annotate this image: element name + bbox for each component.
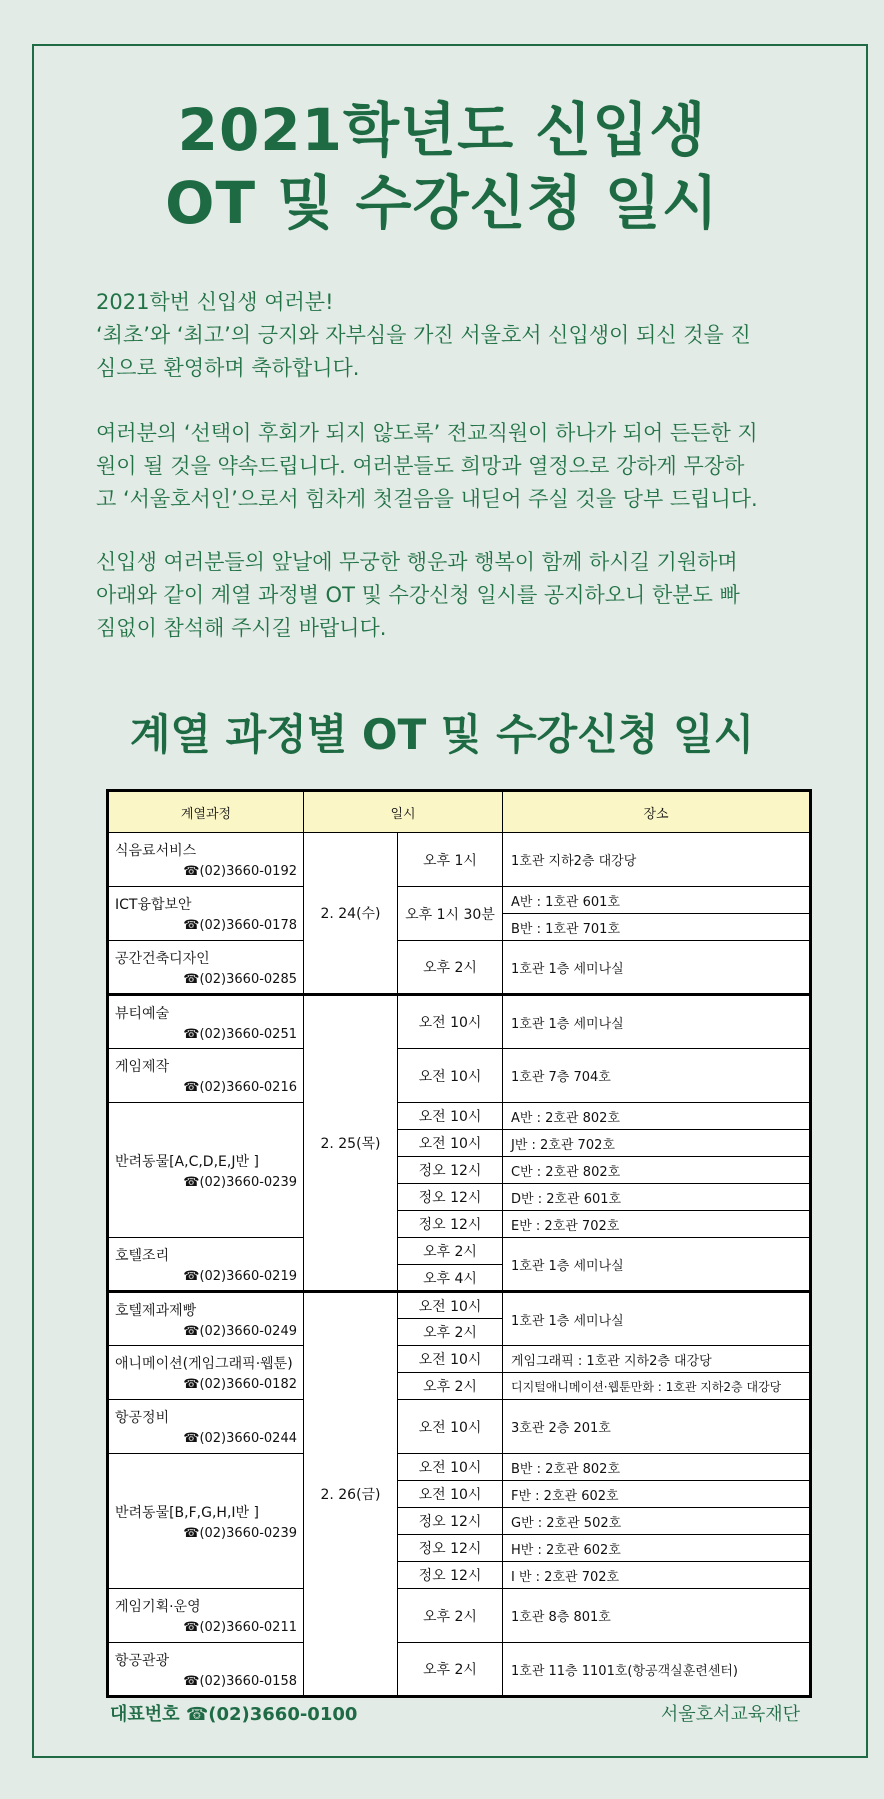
table-row xyxy=(108,1049,811,1103)
table-row xyxy=(108,1292,811,1319)
dept-phone: ☎(02)3660-0192 xyxy=(183,864,297,879)
intro-paragraph-3 xyxy=(96,546,816,645)
time-cell: 오후 2시 xyxy=(398,1238,503,1265)
dept-phone: ☎(02)3660-0219 xyxy=(183,1268,297,1284)
time-cell: 오후 2시 xyxy=(398,1373,503,1400)
time-cell: 오전 10시 xyxy=(398,1292,503,1319)
dept-name: ICT융합보안 xyxy=(115,897,192,913)
table-row xyxy=(108,833,811,887)
dept-cell xyxy=(108,887,304,941)
table-row xyxy=(108,1454,811,1481)
header-dept: 계열과정 xyxy=(108,791,304,833)
dept-phone: ☎(02)3660-0182 xyxy=(183,1377,297,1392)
intro-line: 여러분의 ‘선택이 후회가 되지 않도록’ 전교직원이 하나가 되어 든든한 지 xyxy=(96,421,758,445)
time-cell: 오전 10시 xyxy=(398,1130,503,1157)
intro-line: 원이 될 것을 약속드립니다. 여러분들도 희망과 열정으로 강하게 무장하 xyxy=(96,454,745,478)
page-title-line1: 2021학년도 신입생 xyxy=(177,96,707,164)
place-cell: 1호관 지하2층 대강당 xyxy=(503,833,811,887)
time-cell: 오전 10시 xyxy=(398,995,503,1049)
place-cell: 1호관 8층 801호 xyxy=(503,1589,811,1643)
header-datetime: 일시 xyxy=(304,791,503,833)
dept-name: 애니메이션(게임그래픽·웹툰) xyxy=(115,1356,293,1372)
time-cell: 오전 10시 xyxy=(398,1481,503,1508)
dept-name: 반려동물[A,C,D,E,J반 ] xyxy=(115,1153,259,1170)
schedule-table xyxy=(106,789,812,1698)
table-row xyxy=(108,995,811,1049)
place-cell: 1호관 1층 세미나실 xyxy=(503,1238,811,1292)
time-cell: 오후 2시 xyxy=(398,1643,503,1697)
intro-line: 짐없이 참석해 주시길 바랍니다. xyxy=(96,616,387,640)
table-row xyxy=(108,1643,811,1697)
time-cell: 정오 12시 xyxy=(398,1157,503,1184)
dept-name: 게임기획·운영 xyxy=(115,1599,201,1615)
place-cell: A반 : 1호관 601호 xyxy=(503,887,811,914)
place-cell: C반 : 2호관 802호 xyxy=(503,1157,811,1184)
date-cell: 2. 24(수) xyxy=(304,833,398,995)
dept-name: 식음료서비스 xyxy=(115,843,197,859)
intro-line: 고 ‘서울호서인’으로서 힘차게 첫걸음을 내딛어 주실 것을 당부 드립니다. xyxy=(96,487,758,511)
intro-line: ‘최초’와 ‘최고’의 긍지와 자부심을 가진 서울호서 신입생이 되신 것을 진 xyxy=(96,323,751,347)
dept-phone: ☎(02)3660-0211 xyxy=(183,1620,297,1635)
time-cell: 오후 2시 xyxy=(398,1589,503,1643)
date-cell: 2. 25(목) xyxy=(304,995,398,1292)
place-cell: J반 : 2호관 702호 xyxy=(503,1130,811,1157)
place-cell: 디지털애니메이션·웹툰만화 : 1호관 지하2층 대강당 xyxy=(503,1373,811,1400)
dept-cell xyxy=(108,941,304,995)
dept-cell xyxy=(108,1454,304,1589)
dept-phone: ☎(02)3660-0285 xyxy=(183,971,297,987)
intro-line: 심으로 환영하며 축하합니다. xyxy=(96,356,360,380)
table-row xyxy=(108,887,811,914)
intro-paragraph-2 xyxy=(96,417,816,516)
dept-cell xyxy=(108,1589,304,1643)
time-cell: 오후 2시 xyxy=(398,1319,503,1346)
dept-phone: ☎(02)3660-0244 xyxy=(183,1431,297,1446)
dept-name: 항공관광 xyxy=(115,1652,170,1669)
dept-phone: ☎(02)3660-0249 xyxy=(183,1323,297,1339)
dept-cell xyxy=(108,1346,304,1400)
time-cell: 오후 1시 30분 xyxy=(398,887,503,941)
dept-cell xyxy=(108,1292,304,1346)
place-cell: 1호관 11층 1101호(항공객실훈련센터) xyxy=(503,1643,811,1697)
time-cell: 오전 10시 xyxy=(398,1454,503,1481)
table-header-row xyxy=(108,791,811,833)
place-cell: 게임그래픽 : 1호관 지하2층 대강당 xyxy=(503,1346,811,1373)
table-row xyxy=(108,941,811,995)
dept-phone: ☎(02)3660-0178 xyxy=(183,918,297,933)
place-cell: B반 : 1호관 701호 xyxy=(503,914,811,941)
table-row xyxy=(108,1238,811,1265)
dept-phone: ☎(02)3660-0239 xyxy=(183,1525,297,1541)
time-cell: 정오 12시 xyxy=(398,1211,503,1238)
place-cell: D반 : 2호관 601호 xyxy=(503,1184,811,1211)
organization-name: 서울호서교육재단 xyxy=(660,1704,800,1725)
dept-phone: ☎(02)3660-0239 xyxy=(183,1174,297,1190)
table-row xyxy=(108,1589,811,1643)
place-cell: A반 : 2호관 802호 xyxy=(503,1103,811,1130)
table-row xyxy=(108,1400,811,1454)
time-cell: 정오 12시 xyxy=(398,1508,503,1535)
time-cell: 오후 1시 xyxy=(398,833,503,887)
time-cell: 정오 12시 xyxy=(398,1562,503,1589)
dept-cell xyxy=(108,1103,304,1238)
place-cell: 1호관 1층 세미나실 xyxy=(503,1292,811,1346)
place-cell: 1호관 7층 704호 xyxy=(503,1049,811,1103)
place-cell: 3호관 2층 201호 xyxy=(503,1400,811,1454)
dept-cell xyxy=(108,995,304,1049)
table-row xyxy=(108,1346,811,1373)
time-cell: 오후 4시 xyxy=(398,1265,503,1292)
time-cell: 오전 10시 xyxy=(398,1400,503,1454)
time-cell: 정오 12시 xyxy=(398,1535,503,1562)
place-cell: G반 : 2호관 502호 xyxy=(503,1508,811,1535)
dept-name: 반려동물[B,F,G,H,I반 ] xyxy=(115,1504,259,1521)
intro-paragraph-1 xyxy=(96,286,816,385)
dept-phone: ☎(02)3660-0158 xyxy=(183,1673,297,1689)
dept-name: 호텔조리 xyxy=(115,1247,170,1264)
dept-cell xyxy=(108,1643,304,1697)
dept-name: 공간건축디자인 xyxy=(115,950,210,967)
place-cell: I 반 : 2호관 702호 xyxy=(503,1562,811,1589)
dept-cell xyxy=(108,1238,304,1292)
header-place: 장소 xyxy=(503,791,811,833)
place-cell: 1호관 1층 세미나실 xyxy=(503,995,811,1049)
dept-cell xyxy=(108,1400,304,1454)
representative-phone: 대표번호 ☎(02)3660-0100 xyxy=(110,1704,358,1725)
dept-cell xyxy=(108,1049,304,1103)
intro-line: 아래와 같이 계열 과정별 OT 및 수강신청 일시를 공지하오니 한분도 빠 xyxy=(96,583,740,607)
dept-name: 게임제작 xyxy=(115,1059,170,1075)
schedule-subtitle: 계열 과정별 OT 및 수강신청 일시 xyxy=(129,710,755,759)
place-cell: E반 : 2호관 702호 xyxy=(503,1211,811,1238)
place-cell: H반 : 2호관 602호 xyxy=(503,1535,811,1562)
dept-phone: ☎(02)3660-0251 xyxy=(183,1026,297,1042)
place-cell: B반 : 2호관 802호 xyxy=(503,1454,811,1481)
place-cell: F반 : 2호관 602호 xyxy=(503,1481,811,1508)
dept-name: 뷰티예술 xyxy=(115,1005,170,1022)
dept-cell xyxy=(108,833,304,887)
time-cell: 오후 2시 xyxy=(398,941,503,995)
page-title-line2: OT 및 수강신청 일시 xyxy=(165,169,719,237)
time-cell: 정오 12시 xyxy=(398,1184,503,1211)
time-cell: 오전 10시 xyxy=(398,1346,503,1373)
dept-phone: ☎(02)3660-0216 xyxy=(183,1080,297,1095)
intro-line: 신입생 여러분들의 앞날에 무궁한 행운과 행복이 함께 하시길 기원하며 xyxy=(96,550,738,574)
place-cell: 1호관 1층 세미나실 xyxy=(503,941,811,995)
table-row xyxy=(108,1103,811,1130)
intro-line: 2021학번 신입생 여러분! xyxy=(96,290,334,314)
time-cell: 오전 10시 xyxy=(398,1103,503,1130)
dept-name: 항공정비 xyxy=(115,1410,170,1426)
dept-name: 호텔제과제빵 xyxy=(115,1302,197,1319)
date-cell: 2. 26(금) xyxy=(304,1292,398,1697)
time-cell: 오전 10시 xyxy=(398,1049,503,1103)
